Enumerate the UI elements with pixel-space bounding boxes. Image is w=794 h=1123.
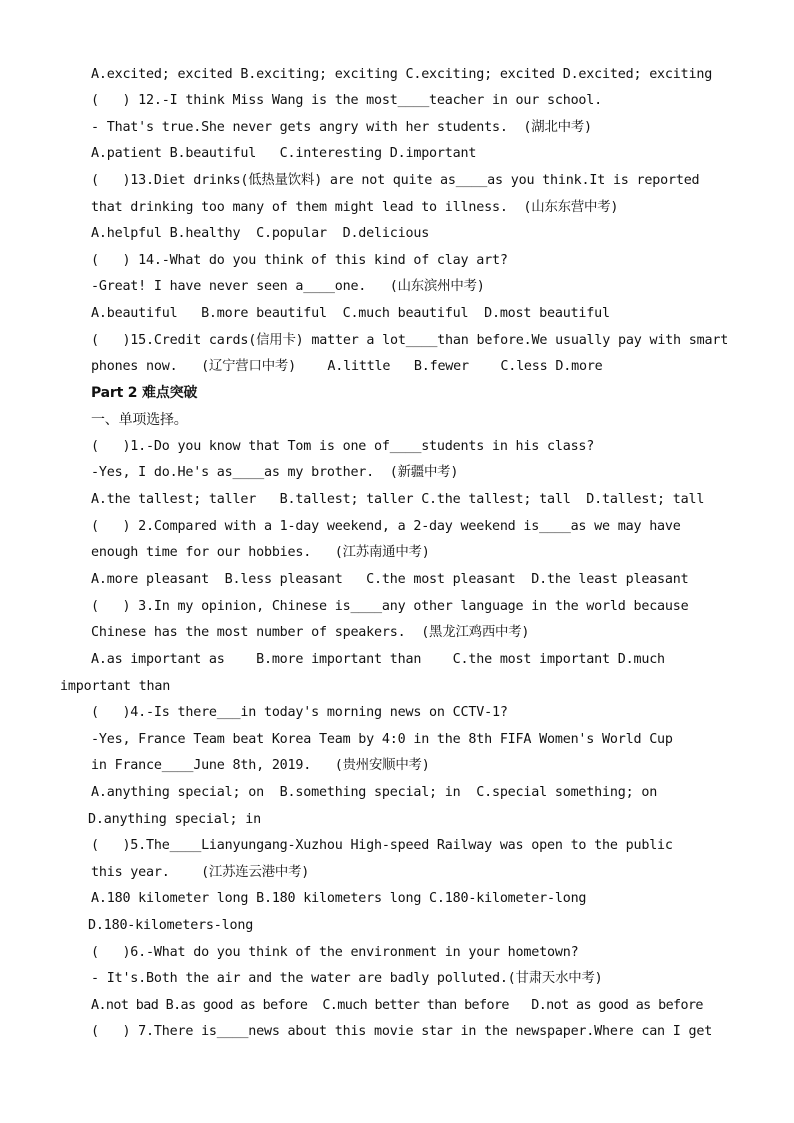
question-14-line-1: ( ) 14.-What do you think of this kind of clay art? [91, 253, 508, 268]
question-5-line-2: this year. (江苏连云港中考) [91, 865, 310, 880]
options-line-q6: A.not bad B.as good as before C.much better than before D.not as good as before [91, 998, 703, 1013]
options-line-q4: A.anything special; on B.something special; in C.special something; on [91, 785, 658, 800]
question-3-line-1: ( ) 3.In my opinion, Chinese is____any other language in the world because [91, 599, 689, 614]
question-4-line-3: in France____June 8th, 2019. (贵州安顺中考) [91, 758, 430, 773]
question-7-line-1: ( ) 7.There is____news about this movie star in the newspaper.Where can I get [91, 1024, 713, 1039]
question-12-line-1: ( ) 12.-I think Miss Wang is the most____teacher in our school. [91, 93, 603, 108]
options-line-q3: A.as important as B.more important than C.the most important D.much [91, 652, 665, 667]
options-line-q1: A.the tallest; taller B.tallest; taller C.the tallest; tall D.tallest; tall [91, 492, 705, 507]
question-2-line-1: ( ) 2.Compared with a 1-day weekend, a 2-day weekend is____as we may have [91, 519, 681, 534]
question-2-line-2: enough time for our hobbies. (江苏南通中考) [91, 545, 430, 560]
question-13-line-1: ( )13.Diet drinks(低热量饮料) are not quite as____as you think.It is reported [91, 173, 700, 188]
question-5-line-1: ( )5.The____Lianyungang-Xuzhou High-speed Railway was open to the public [91, 838, 673, 853]
question-12-line-2: - That's true.She never gets angry with her students. (湖北中考) [91, 120, 592, 135]
question-6-line-2: - It's.Both the air and the water are badly polluted.(甘肃天水中考) [91, 971, 603, 986]
question-4-line-2: -Yes, France Team beat Korea Team by 4:0 in the 8th FIFA Women's World Cup [91, 732, 673, 747]
options-line-q4-cont: D.anything special; in [88, 812, 261, 827]
options-line-q12: A.patient B.beautiful C.interesting D.important [91, 146, 477, 161]
options-line-q5-cont: D.180-kilometers-long [88, 918, 254, 933]
question-1-line-1: ( )1.-Do you know that Tom is one of____students in his class? [91, 439, 595, 454]
question-4-line-1: ( )4.-Is there___in today's morning news on CCTV-1? [91, 705, 508, 720]
question-1-line-2: -Yes, I do.He's as____as my brother. (新疆中考) [91, 465, 459, 480]
question-13-line-2: that drinking too many of them might lead to illness. (山东东营中考) [91, 200, 619, 215]
question-6-line-1: ( )6.-What do you think of the environment in your hometown? [91, 945, 579, 960]
question-15-line-1: ( )15.Credit cards(信用卡) matter a lot____than before.We usually pay with smart [91, 333, 729, 348]
options-line-q2: A.more pleasant B.less pleasant C.the most pleasant D.the least pleasant [91, 572, 689, 587]
section-title: 一、单项选择。 [91, 412, 188, 428]
options-line-q14: A.beautiful B.more beautiful C.much beautiful D.most beautiful [91, 306, 610, 321]
question-3-line-2: Chinese has the most number of speakers. (黑龙江鸡西中考) [91, 625, 530, 640]
part-2-heading: Part 2 难点突破 [91, 385, 198, 401]
options-line-q3-cont: important than [60, 679, 171, 694]
question-14-line-2: -Great! I have never seen a____one. (山东滨州中考) [91, 279, 485, 294]
options-line-q5: A.180 kilometer long B.180 kilometers long C.180-kilometer-long [91, 891, 587, 906]
question-15-line-2: phones now. (辽宁营口中考) A.little B.fewer C.less D.more [91, 359, 603, 374]
options-line-q13: A.helpful B.healthy C.popular D.delicious [91, 226, 430, 241]
options-line-q11: A.excited; excited B.exciting; exciting C.exciting; excited D.excited; exciting [91, 67, 713, 82]
